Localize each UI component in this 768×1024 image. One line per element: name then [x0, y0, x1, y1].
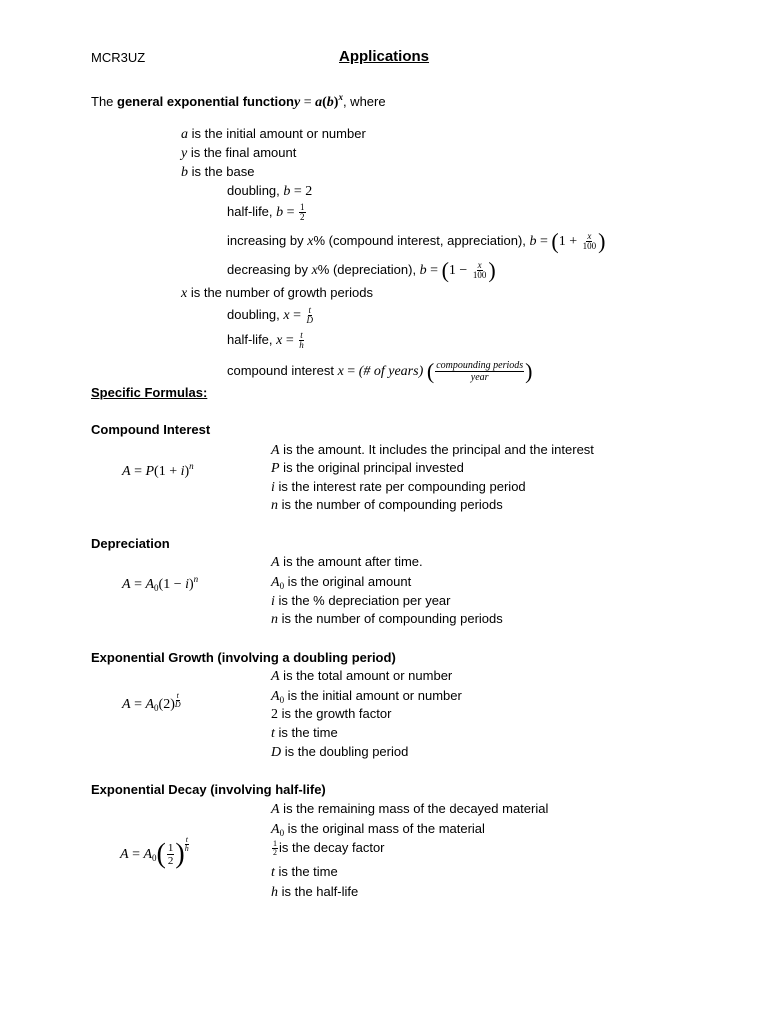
depreciation-heading: Depreciation [91, 536, 170, 551]
x-compound-line: compound interest x = (# of years) ( $\frac{\text{compounding periods}}{\text{year}}$ ) [227, 358, 533, 384]
specific-formulas-heading: Specific Formulas: [91, 385, 208, 400]
decay-heading: Exponential Decay (involving half-life) [91, 782, 326, 797]
decay-desc-2: $A_0$ is the original mass of the material [271, 821, 485, 838]
compound-heading: Compound Interest [91, 422, 211, 437]
growth-desc-4: t is the time [271, 725, 338, 741]
intro-prefix: The [91, 94, 118, 109]
decay-desc-5: h is the half-life [271, 884, 359, 900]
decay-desc-3: $\frac{1}{2}$ is the decay factor [273, 839, 385, 858]
b-decreasing-line: decreasing by x% (depreciation), b = (1 − $\frac{x}{100}$ ) [227, 257, 496, 283]
b-increasing-line: increasing by x% (compound interest, appreciation), b = (1 + $\frac{x}{100}$ ) [227, 228, 606, 254]
compound-desc-1: A is the amount. It includes the principal and the interest [271, 442, 594, 458]
page-title: Applications [339, 48, 430, 65]
growth-desc-2: $A_0$ is the initial amount or number [271, 688, 462, 705]
growth-desc-1: A is the total amount or number [271, 668, 453, 684]
depreciation-desc-1: A is the amount after time. [271, 554, 423, 570]
compound-formula: $A = P(1 + i)^n$ [122, 461, 194, 479]
growth-desc-5: D is the doubling period [271, 744, 409, 760]
x-halflife-line: half-life, x = $\frac{t}{h}$ [227, 330, 304, 350]
compound-desc-2: P is the original principal invested [271, 460, 464, 476]
growth-heading: Exponential Growth (involving a doubling period) [91, 650, 396, 665]
growth-formula: $A = A_0(2)$ $\frac{t}{D}$ [122, 691, 181, 713]
depreciation-desc-4: n is the number of compounding periods [271, 611, 503, 627]
decay-desc-1: A is the remaining mass of the decayed material [271, 801, 549, 817]
growth-desc-3: 2 is the growth factor [271, 706, 392, 722]
var-y-line: y is the final amount [181, 145, 297, 161]
decay-formula: $A = A_0$( $\frac{1}{2}$ ) $\frac{t}{h}$ [120, 835, 189, 870]
intro-formula: y [293, 95, 301, 110]
depreciation-formula: $A = A_0(1 - i)^n$ [122, 574, 199, 593]
x-doubling-line: doubling, x = $\frac{t}{D}$ [227, 305, 314, 325]
intro-bold-phrase: general exponential function [117, 94, 294, 109]
intro-suffix: , where [342, 94, 386, 109]
var-b-line: b is the base [181, 164, 255, 180]
decay-desc-4: t is the time [271, 864, 338, 880]
b-doubling-line: doubling, b = 2 [227, 183, 313, 199]
depreciation-desc-2: $A_0$ is the original amount [271, 574, 412, 591]
b-halflife-line: half-life, b = $\frac{1}{2}$ [227, 202, 305, 222]
compound-desc-4: n is the number of compounding periods [271, 497, 503, 513]
var-a-line: a is the initial amount or number [181, 126, 366, 142]
course-code: MCR3UZ [91, 50, 146, 65]
var-x-line: x is the number of growth periods [181, 285, 373, 301]
compound-desc-3: i is the interest rate per compounding period [271, 479, 526, 495]
depreciation-desc-3: i is the % depreciation per year [271, 593, 451, 609]
decay-factor-fraction: $\frac{1}{2}$ [273, 839, 277, 858]
intro-line: The general exponential functiony = $a(b)^x$, where [91, 92, 386, 110]
